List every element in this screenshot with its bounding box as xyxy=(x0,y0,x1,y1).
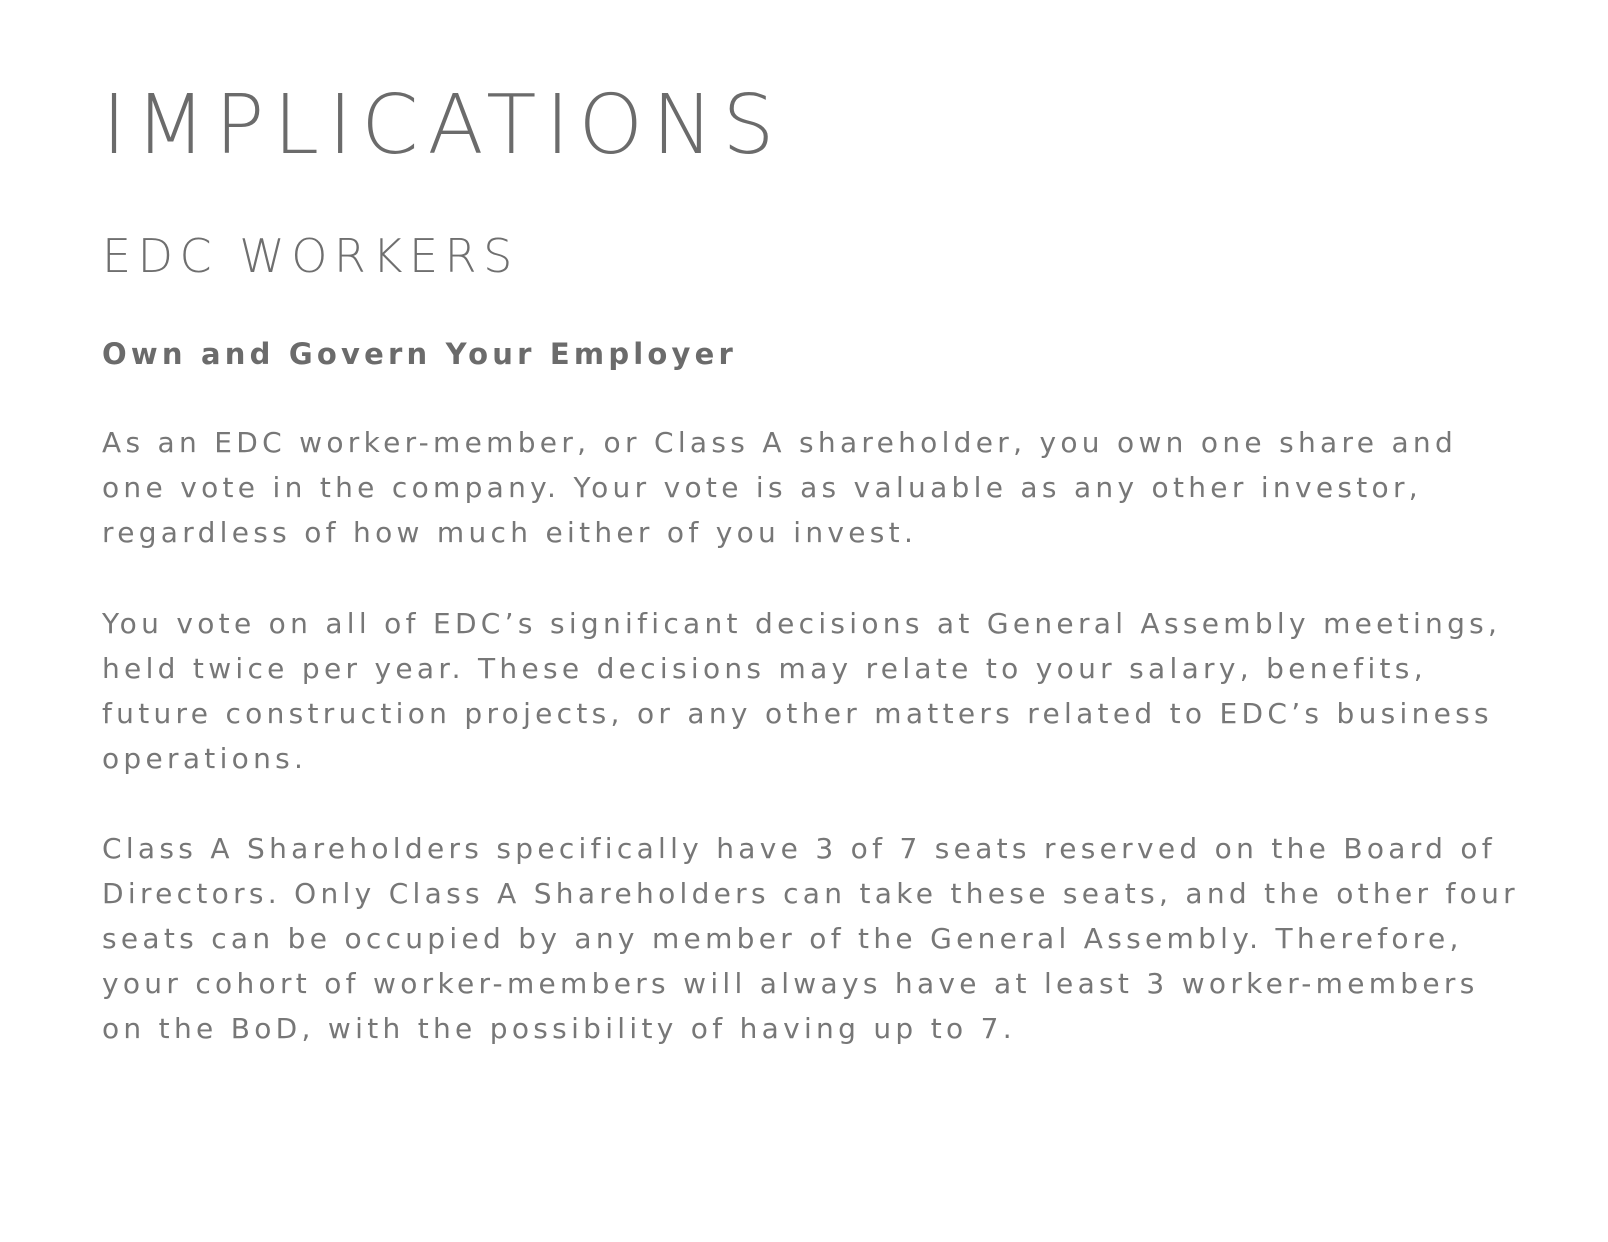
page-title: IMPLICATIONS xyxy=(102,78,784,173)
paragraph-ownership: As an EDC worker-member, or Class A shareholder, you own one share and one vote in the company. Your vote is as valuable as any other investor, regardless of how much either of you invest. xyxy=(102,426,1458,549)
paragraph-voting: You vote on all of EDC’s significant decisions at General Assembly meetings, held twice per year. These decisions may relate to your salary, benefits, future construction projects, or any other matters related to EDC’s business operations. xyxy=(102,607,1502,775)
paragraph-board-seats: Class A Shareholders specifically have 3 of 7 seats reserved on the Board of Directors. Only Class A Shareholders can take these seats, and the other four seats can be occupied by any member of the General Assembly. Therefore, your cohort of worker-members will always have at least 3 worker-members on the BoD, with the possibility of having up to 7. xyxy=(102,832,1519,1045)
subheading: Own and Govern Your Employer xyxy=(102,337,738,371)
section-title: EDC WORKERS xyxy=(102,229,519,283)
